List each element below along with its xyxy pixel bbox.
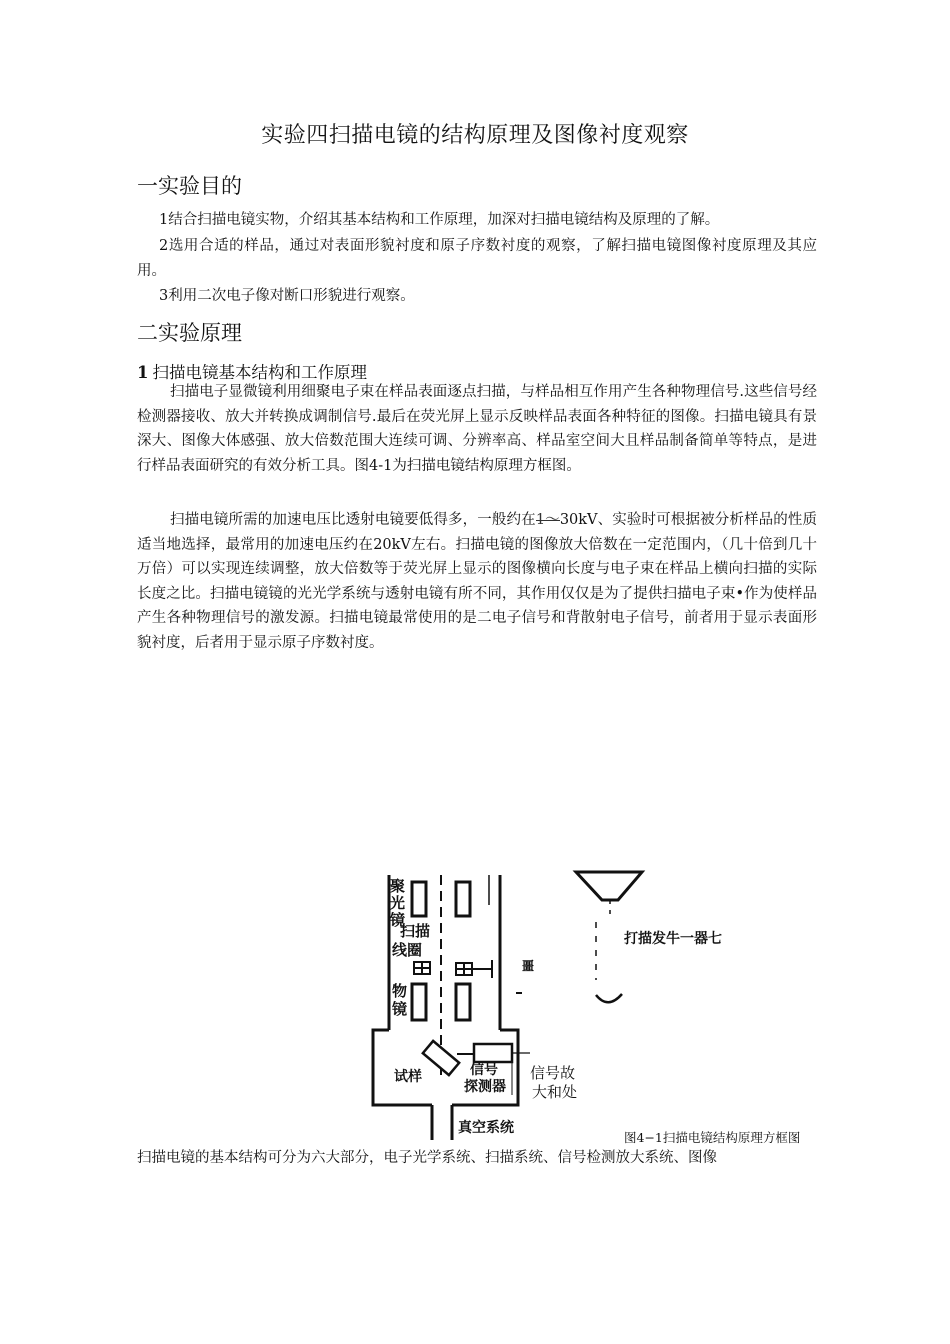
vacuum-system-label: 真空系统 bbox=[458, 1120, 514, 1136]
scan-generator-label: 打描发牛一器七 bbox=[624, 931, 722, 947]
condenser-label-3: 镜 bbox=[390, 911, 406, 929]
principle-paragraph-3: 扫描电镜的基本结构可分为六大部分，电子光学系统、扫描系统、信号检测放大系统、图像 bbox=[137, 1150, 717, 1166]
purpose-item-2: 2选用合适的样品，通过对表面形貌衬度和原子序数衬度的观察，了解扫描电镜图像衬度原理及其应用。 bbox=[137, 238, 817, 279]
strikethrough-text: 1～ bbox=[535, 512, 560, 528]
sem-diagram-drawing bbox=[370, 860, 770, 1150]
detector-label bbox=[464, 1062, 506, 1096]
purpose-item-1: 1结合扫描电镜实物，介绍其基本结构和工作原理，加深对扫描电镜结构及原理的了解。 bbox=[159, 212, 720, 228]
scan-coil-label-2: 线圈 bbox=[392, 941, 423, 959]
condenser-label-2: 光 bbox=[390, 894, 406, 912]
condenser-label-1: 聚 bbox=[390, 877, 406, 895]
section-heading-principle: 二实验原理 bbox=[137, 321, 242, 345]
sem-diagram-figure bbox=[370, 860, 770, 1150]
objective-label-2: 镜 bbox=[392, 1000, 408, 1018]
paragraph-2-part-a: 扫描电镜所需的加速电压比透射电镜要低得多，一般约在 bbox=[170, 512, 536, 528]
principle-paragraph-1: 扫描电子显微镜利用细聚电子束在样品表面逐点扫描，与样品相互作用产生各种物理信号.这些信号经检测器接收、放大并转换成调制信号.最后在荧光屏上显示反映样品表面各种特征的图像。扫描电镜具有景深大、图像大体感强、放大倍数范围大连续可调、分辨率高、样品室空间大且样品制备简单等特点，是进行样品表面研究的有效分析工具。图4-1为扫描电镜结构原理方框图。 bbox=[137, 384, 817, 474]
amplifier-label bbox=[530, 1064, 577, 1102]
figure-caption: 图4−1扫描电镜结构原理方框图 bbox=[624, 1130, 801, 1145]
subsection-number: 1 bbox=[137, 363, 149, 382]
section-heading-purpose: 一实验目的 bbox=[137, 174, 242, 198]
objective-label-1: 物 bbox=[392, 982, 408, 1000]
principle-paragraph-2 bbox=[137, 508, 817, 655]
page-title: 实验四扫描电镜的结构原理及图像衬度观察 bbox=[261, 123, 689, 148]
specimen-label: 试样 bbox=[394, 1069, 422, 1085]
amplifier-label-2: 大和处 bbox=[532, 1083, 578, 1101]
detector-label-2: 探测器 bbox=[464, 1079, 506, 1095]
amplifier-label-1: 信号故 bbox=[530, 1064, 576, 1082]
scan-coil-label-1: 扫描 bbox=[400, 922, 431, 940]
small-label: 噩 bbox=[522, 959, 535, 973]
scan-coil-label bbox=[392, 922, 430, 960]
purpose-item-3: 3利用二次电子像对断口形貌进行观察。 bbox=[159, 288, 415, 304]
subsection-title: 扫描电镜基本结构和工作原理 bbox=[152, 363, 367, 382]
paragraph-2-part-b: 30kV、实验时可根据被分析样品的性质适当地选择，最常用的加速电压约在20kV左右。扫描电镜的图像放大倍数在一定范围内，（几十倍到几十万倍）可以实现连续调整，放大倍数等于荧光屏上显示的图像横向长度与电子束在样品上横向扫描的实际长度之比。扫描电镜镜的光光学系统与透射电镜有所不同，其作用仅仅是为了提供扫描电子束•作为使样品产生各种物理信号的激发源。扫描电镜最常使用的是二电子信号和背散射电子信号，前者用于显示表面形貌衬度，后者用于显示原子序数衬度。 bbox=[137, 512, 818, 651]
detector-label-1: 信号 bbox=[470, 1062, 498, 1078]
objective-label bbox=[392, 982, 407, 1018]
